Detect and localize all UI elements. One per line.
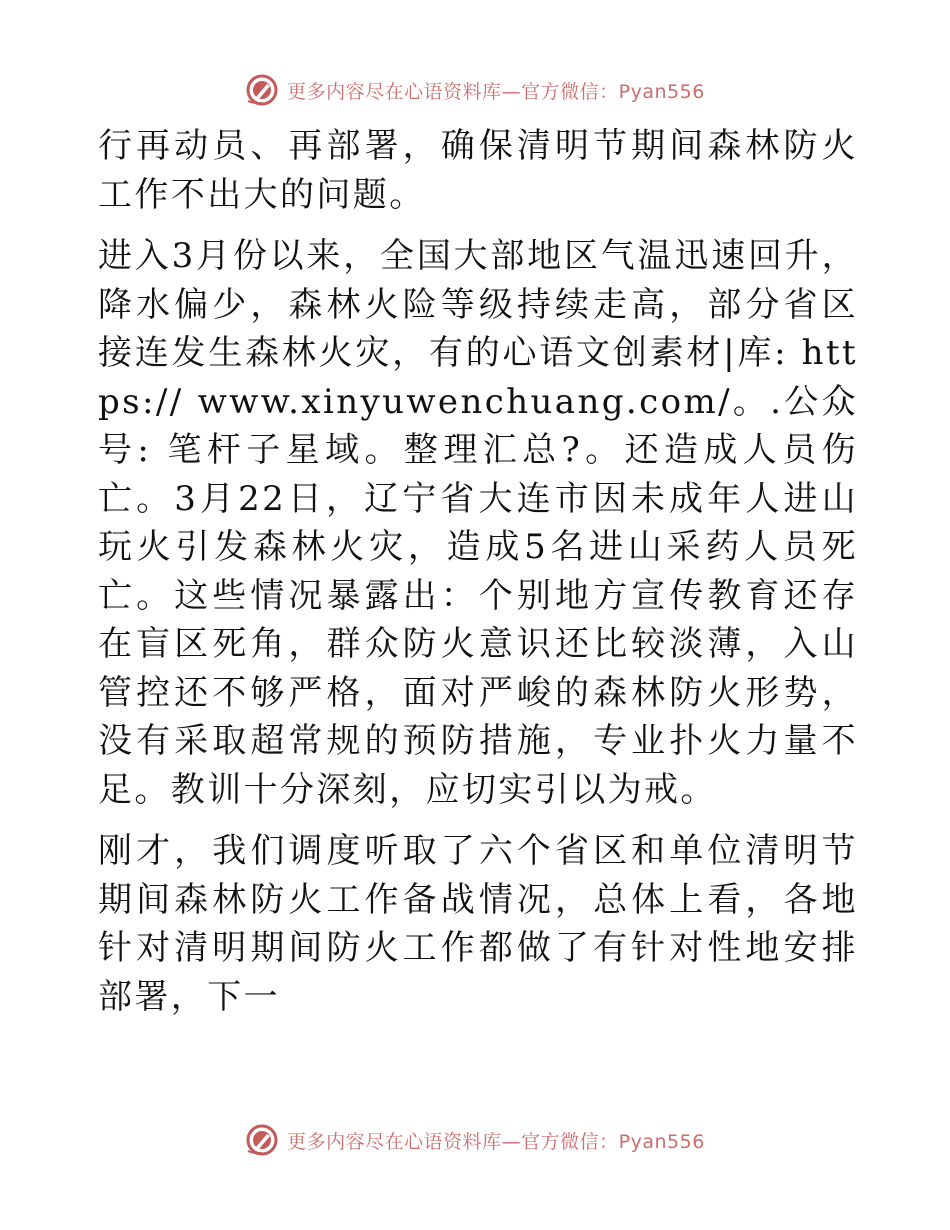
- watermark-footer: [0, 1120, 950, 1160]
- watermark-header: [0, 70, 950, 110]
- pen-badge-icon: [245, 73, 279, 107]
- pen-badge-icon: [245, 1123, 279, 1157]
- watermark-text: 更多内容尽在心语资料库—官方微信：Pyan556: [287, 1130, 705, 1153]
- watermark-text: 更多内容尽在心语资料库—官方微信：Pyan556: [287, 80, 705, 103]
- paragraph: 行再动员、再部署，确保清明节期间森林防火工作不出大的问题。: [98, 126, 858, 215]
- paragraph: 刚才，我们调度听取了六个省区和单位清明节期间森林防火工作备战情况，总体上看，各地针对清明期间防火工作都做了有针对性地安排部署，下一: [98, 831, 858, 1017]
- paragraph: 进入3月份以来，全国大部地区气温迅速回升，降水偏少，森林火险等级持续走高，部分省区接连发生森林火灾，有的心语文创素材|库: https:// www.xinyuwenchuang.com/。.公众号: 笔杆子星域。整理汇总?。还造成人员伤亡。3月22日，辽宁省大连市因未成年人进山玩火引发森林火灾，造成5名进山采药人员死亡。这些情况暴露出：个别地方宣传教育还存在盲区死角，群众防火意识还比较淡薄，入山管控还不够严格，面对严峻的森林防火形势，没有采取超常规的预防措施，专业扑火力量不足。教训十分深刻，应切实引以为戒。: [98, 236, 858, 810]
- document-body: [98, 122, 858, 1021]
